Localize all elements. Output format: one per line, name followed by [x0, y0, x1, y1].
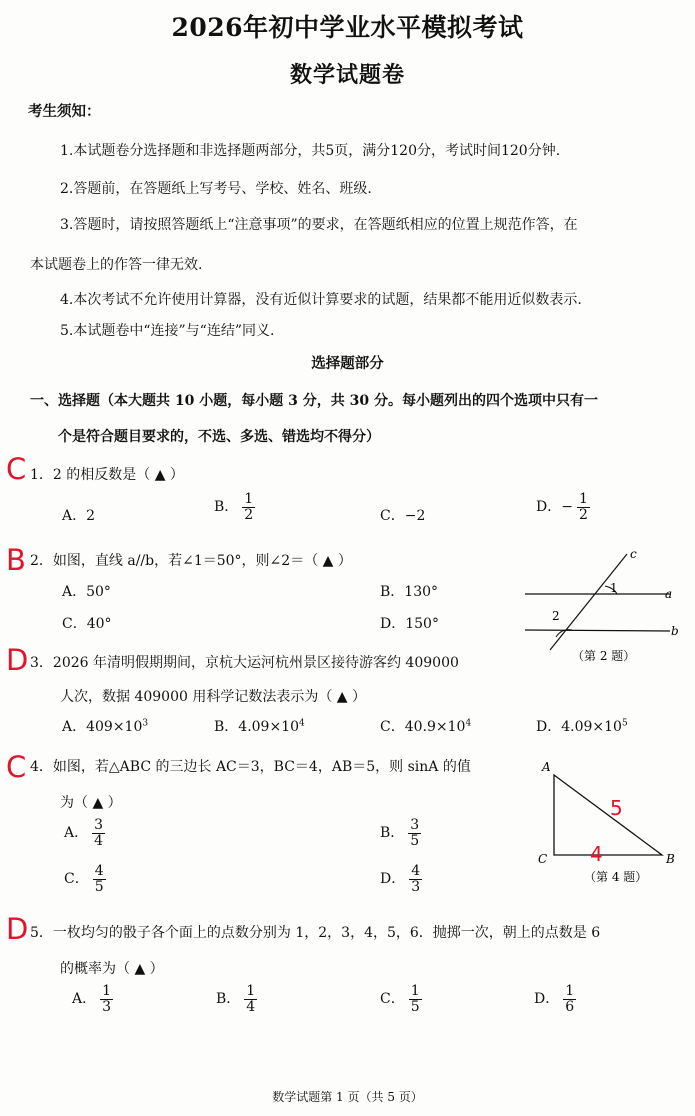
angle-2-label: 2 — [552, 609, 560, 623]
q2-option-a: A．50° — [62, 584, 111, 600]
q1-answer-mark: C — [6, 452, 27, 486]
notice-item-4: 4.本次考试不允许使用计算器，没有近似计算要求的试题，结果都不能用近似数表示. — [60, 292, 582, 308]
vertex-c-label: C — [538, 852, 548, 866]
q5-option-d: D． $\frac{1}{6}$ — [534, 983, 575, 1015]
q3-stem-line2: 人次，数据 409000 用科学记数法表示为（ ▲ ） — [60, 689, 367, 705]
line-b — [525, 630, 670, 631]
q5-stem-line1: 5．一枚均匀的骰子各个面上的点数分别为 1，2，3，4，5，6．抛掷一次，朝上的点数是 6 — [30, 925, 601, 941]
q3-stem-line1: 3．2026 年清明假期期间，京杭大运河杭州景区接待游客约 409000 — [30, 655, 459, 671]
q4-figure — [530, 755, 690, 890]
page-footer: 数学试题第 1 页（共 5 页） — [272, 1090, 423, 1104]
q1-option-a: A．2 — [62, 508, 96, 524]
q4-stem-line1: 4．如图，若△ABC 的三边长 AC＝3，BC＝4，AB＝5，则 sinA 的值 — [30, 759, 471, 775]
q2-answer-mark: B — [6, 543, 26, 577]
q1-stem: 1．2 的相反数是（ ▲ ） — [30, 467, 184, 483]
q3-option-a: A．$409\times 10^3$ — [62, 718, 149, 735]
paper-subtitle: 数学试题卷 — [289, 62, 405, 88]
q2-stem: 2．如图，直线 a//b，若∠1＝50°，则∠2＝（ ▲ ） — [30, 553, 352, 569]
label-b: b — [671, 624, 679, 638]
q4-option-c: C． $\frac{4}{5}$ — [64, 863, 104, 895]
notice-item-3-cont: 本试题卷上的作答一律无效. — [30, 257, 203, 273]
q4-answer-mark: C — [6, 750, 27, 784]
angle-1-label: 1 — [610, 581, 618, 595]
section-intro-line2: 个是符合题目要求的，不选、多选、错选均不得分） — [58, 429, 380, 445]
notice-item-2: 2.答题前，在答题纸上写考号、学校、姓名、班级. — [60, 181, 372, 197]
handwritten-hypotenuse-5: 5 — [610, 796, 623, 820]
q4-option-a: A． $\frac{3}{4}$ — [64, 817, 104, 849]
handwritten-base-4: 4 — [590, 842, 603, 866]
q4-stem-line2: 为（ ▲ ） — [60, 795, 122, 811]
q4-option-b: B． $\frac{3}{5}$ — [380, 817, 420, 849]
q2-option-b: B．130° — [380, 584, 439, 600]
q2-figure-caption: （第 2 题） — [572, 649, 636, 663]
notice-heading: 考生须知： — [28, 103, 101, 120]
notice-item-3: 3.答题时，请按照答题纸上“注意事项”的要求，在答题纸相应的位置上规范作答，在 — [60, 217, 578, 233]
line-c — [550, 554, 627, 650]
q1-option-b: B． $\frac{1}{2}$ — [214, 491, 254, 523]
exam-title: 2026年初中学业水平模拟考试 — [171, 13, 524, 42]
q5-option-b: B． $\frac{1}{4}$ — [216, 983, 256, 1015]
vertex-a-label: A — [542, 760, 551, 774]
q5-option-a: A． $\frac{1}{3}$ — [72, 983, 112, 1015]
q2-figure — [510, 548, 690, 668]
q4-figure-caption: （第 4 题） — [584, 870, 648, 884]
q3-option-c: C．$40.9\times 10^4$ — [380, 718, 472, 735]
q3-option-d: D．$4.09\times 10^5$ — [536, 718, 628, 735]
section-intro-line1: 一、选择题（本大题共 10 小题，每小题 3 分，共 30 分。每小题列出的四个选项中只有一 — [30, 393, 598, 409]
q3-answer-mark: D — [6, 643, 29, 677]
q2-option-d: D．150° — [380, 616, 439, 632]
q1-option-d: D．− $\frac{1}{2}$ — [536, 491, 588, 523]
q3-option-b: B．$4.09\times 10^4$ — [214, 718, 305, 735]
label-a: a — [665, 587, 673, 601]
section-heading: 选择题部分 — [311, 355, 384, 372]
vertex-b-label: B — [666, 852, 675, 866]
notice-item-5: 5.本试题卷中“连接”与“连结”同义. — [60, 323, 275, 339]
q1-option-c: C．−2 — [380, 508, 426, 524]
q2-option-c: C．40° — [62, 616, 112, 632]
triangle-abc — [554, 775, 662, 855]
notice-item-1: 1.本试题卷分选择题和非选择题两部分，共5页，满分120分，考试时间120分钟. — [60, 143, 561, 159]
q5-stem-line2: 的概率为（ ▲ ） — [60, 961, 164, 977]
label-c: c — [630, 548, 637, 561]
q5-answer-mark: D — [6, 912, 29, 946]
q4-option-d: D． $\frac{4}{3}$ — [380, 863, 421, 895]
q5-option-c: C． $\frac{1}{5}$ — [380, 983, 420, 1015]
